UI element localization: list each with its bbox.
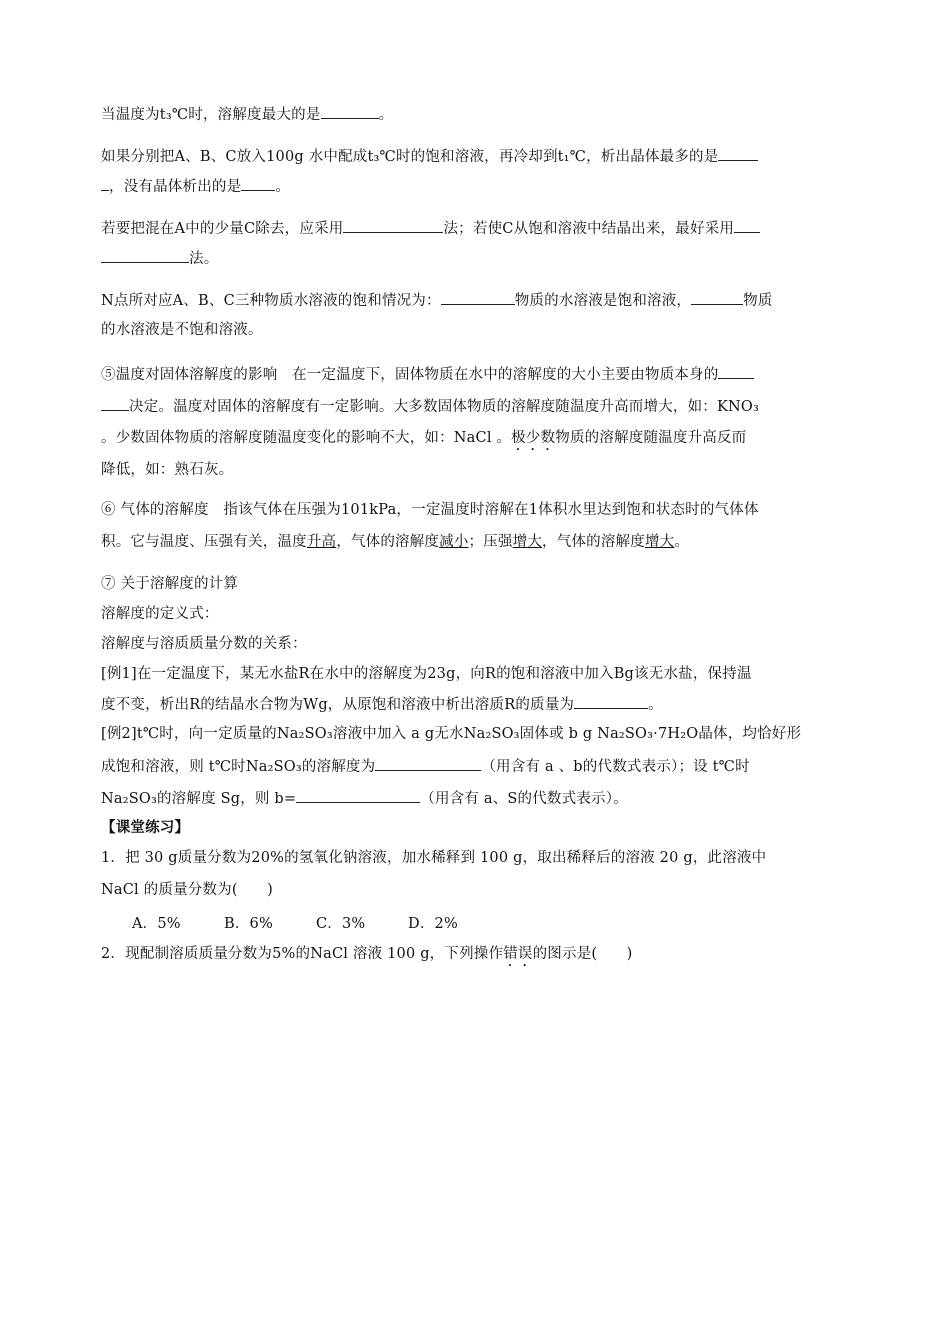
text-line: 溶解度的定义式： [101, 606, 219, 622]
answer-blank [343, 218, 443, 233]
classroom-practice-heading: 【课堂练习】 [101, 819, 190, 836]
text-line: 当温度为t₃℃时，溶解度最大的是 。 [101, 104, 861, 125]
question-1: 1．把 30 g质量分数为20%的氢氧化钠溶液，加水稀释到 100 g，取出稀释后的溶液 20 g，此溶液中 [101, 850, 767, 866]
answer-blank [718, 364, 754, 379]
text-line: 若要把混在A中的少量C除去，应采用 法；若使C从饱和溶液中结晶出来，最好采用 [101, 218, 861, 239]
text-line: Na₂SO₃的溶解度 Sg，则 b= （用含有 a、S的代数式表示）。 [101, 788, 861, 809]
option-a: A．5% [132, 916, 181, 932]
answer-blank [691, 290, 743, 305]
text-line: 的水溶液是不饱和溶液。 [101, 322, 263, 338]
example-1: [例1]在一定温度下，某无水盐R在水中的溶解度为23g，向R的饱和溶液中加入Bg该无水盐，保持温 [101, 666, 752, 682]
answer-blank [441, 290, 515, 305]
text-line: NaCl 的质量分数为( ) [101, 882, 273, 898]
text-line: 积。它与温度、压强有关，温度升高，气体的溶解度减小；压强增大，气体的溶解度增大。 [101, 534, 690, 550]
answer-blank [375, 756, 481, 771]
answer-blank [296, 788, 420, 803]
text-line: N点所对应A、B、C三种物质水溶液的饱和情况为： 物质的水溶液是饱和溶液， 物质 [101, 290, 861, 311]
answer-blank [101, 248, 189, 263]
option-b: B．6% [224, 916, 273, 932]
option-c: C．3% [316, 916, 366, 932]
text-line: 溶解度与溶质质量分数的关系： [101, 636, 307, 652]
answer-blank [241, 176, 275, 191]
text-line: ⑤温度对固体溶解度的影响 在一定温度下，固体物质在水中的溶解度的大小主要由物质本身的 [101, 364, 861, 385]
section-heading: ⑦ 关于溶解度的计算 [101, 576, 239, 592]
answer-blank [321, 104, 379, 119]
text-line: 降低，如：熟石灰。 [101, 462, 234, 478]
answer-options [132, 914, 892, 934]
text-line: ，没有晶体析出的是 。 [101, 176, 861, 197]
answer-blank [101, 396, 129, 411]
answer-blank [101, 176, 109, 191]
text-line: 决定。温度对固体的溶解度有一定影响。大多数固体物质的溶解度随温度升高而增大，如：KNO₃ [101, 396, 861, 417]
question-2: 2．现配制溶质质量分数为5%的NaCl 溶液 100 g，下列操作错误的图示是( ) [101, 946, 633, 962]
option-d: D．2% [408, 916, 458, 932]
text-line: 如果分别把A、B、C放入100g 水中配成t₃℃时的饱和溶液，再冷却到t₁℃，析出晶体最多的是 [101, 146, 861, 167]
text-line: 度不变，析出R的结晶水合物为Wg，从原饱和溶液中析出溶质R的质量为 。 [101, 694, 861, 715]
text-line: 法。 [101, 248, 861, 269]
text-line: 。少数固体物质的溶解度随温度变化的影响不大，如：NaCl 。极少数物质的溶解度随温度升高反而 [101, 430, 747, 446]
answer-blank [734, 218, 760, 233]
answer-blank [718, 146, 758, 161]
answer-blank [574, 694, 648, 709]
text-line: ⑥ 气体的溶解度 指该气体在压强为101kPa，一定温度时溶解在1体积水里达到饱和状态时的气体体 [101, 502, 759, 518]
text-line: 成饱和溶液，则 t℃时Na₂SO₃的溶解度为 （用含有 a 、b的代数式表示）；设 t℃时 [101, 756, 861, 777]
example-2: [例2]t℃时，向一定质量的Na₂SO₃溶液中加入 a g无水Na₂SO₃固体或 b g Na₂SO₃·7H₂O晶体，均恰好形 [101, 726, 802, 742]
